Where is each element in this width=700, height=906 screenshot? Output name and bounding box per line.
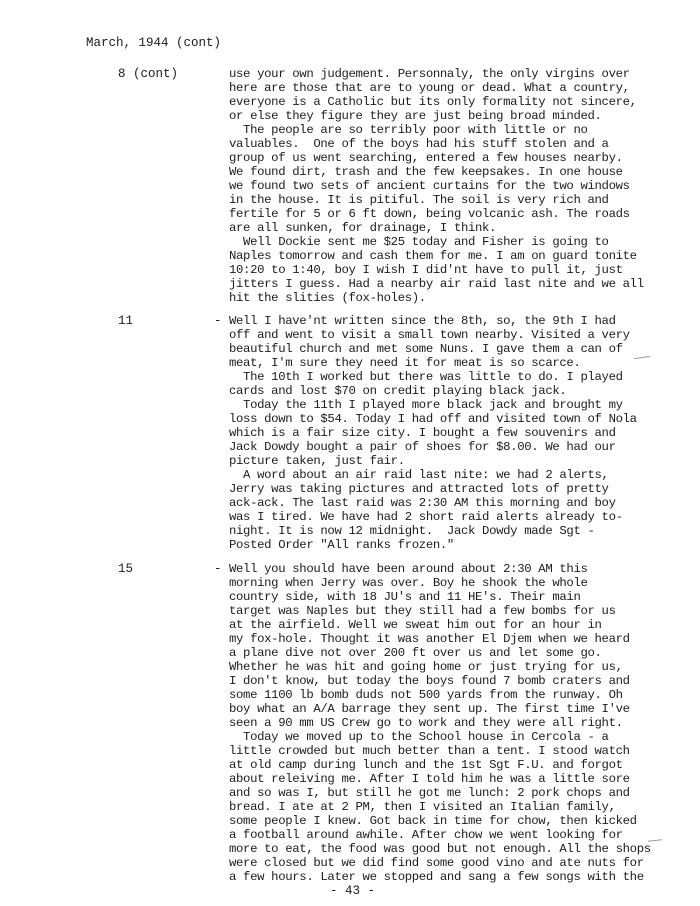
entry-dash: - — [214, 314, 222, 328]
text-line: Today we moved up to the School house in Cercola - a — [229, 730, 609, 744]
margin-pencil-mark — [648, 839, 662, 841]
text-line: a plane dive not over 200 ft over us and let some go. — [229, 646, 602, 660]
text-line: at the airfield. Well we sweat him out for an hour in — [229, 618, 602, 632]
text-line: was I tired. We have had 2 short raid alerts already to- — [229, 510, 623, 524]
text-line: Well I have'nt written since the 8th, so, the 9th I had — [229, 314, 616, 328]
text-line: my fox-hole. Thought it was another El Djem when we heard — [229, 632, 630, 646]
text-line: target was Naples but they still had a few bombs for us — [229, 604, 616, 618]
text-line: Well Dockie sent me $25 today and Fisher is going to — [229, 235, 609, 249]
text-line: Jack Dowdy bought a pair of shoes for $8.00. We had our — [229, 440, 616, 454]
text-line: group of us went searching, entered a few houses nearby. — [229, 151, 623, 165]
text-line: in the house. It is pitiful. The soil is very rich and — [229, 193, 609, 207]
text-line: We found dirt, trash and the few keepsakes. In one house — [229, 165, 623, 179]
text-line: night. It is now 12 midnight. Jack Dowdy made Sgt - — [229, 524, 595, 538]
text-line: valuables. One of the boys had his stuff stolen and a — [229, 137, 609, 151]
text-line: here are those that are to young or dead. What a country, — [229, 81, 630, 95]
entry-text — [229, 314, 637, 552]
text-line: which is a fair size city. I bought a few souvenirs and — [229, 426, 616, 440]
entry-dash: - — [214, 562, 222, 576]
text-line: a few hours. Later we stopped and sang a few songs with the — [229, 870, 644, 884]
text-line: The 10th I worked but there was little to do. I played — [229, 370, 623, 384]
text-line: at old camp during lunch and the 1st Sgt F.U. and forgot — [229, 758, 623, 772]
text-line: Whether he was hit and going home or just trying for us, — [229, 660, 623, 674]
text-line: cards and lost $70 on credit playing black jack. — [229, 384, 567, 398]
text-line: more to eat, the food was good but not enough. All the shops — [229, 842, 651, 856]
text-line: picture taken, just fair. — [229, 454, 405, 468]
text-line: use your own judgement. Personnaly, the only virgins over — [229, 67, 630, 81]
text-line: A word about an air raid last nite: we had 2 alerts, — [229, 468, 609, 482]
entry-text — [229, 562, 651, 884]
text-line: were closed but we did find some good vino and ate nuts for — [229, 856, 644, 870]
text-line: seen a 90 mm US Crew go to work and they were all right. — [229, 716, 623, 730]
text-line: Posted Order "All ranks frozen." — [229, 538, 454, 552]
text-line: Naples tomorrow and cash them for me. I am on guard tonite — [229, 249, 637, 263]
text-line: jitters I guess. Had a nearby air raid last nite and we all — [229, 277, 644, 291]
entry-date: 8 (cont) — [118, 67, 179, 81]
entry-date: 11 — [118, 314, 134, 328]
text-line: 10:20 to 1:40, boy I wish I did'nt have to pull it, just — [229, 263, 623, 277]
text-line: Jerry was taking pictures and attracted lots of pretty — [229, 482, 609, 496]
text-line: some people I knew. Got back in time for chow, then kicked — [229, 814, 637, 828]
page-number: - 43 - — [330, 884, 376, 898]
text-line: I don't know, but today the boys found 7 bomb craters and — [229, 674, 630, 688]
text-line: meat, I'm sure they need it for meat is so scarce. — [229, 356, 581, 370]
text-line: morning when Jerry was over. Boy he shook the whole — [229, 576, 588, 590]
text-line: loss down to $54. Today I had off and visited town of Nola — [229, 412, 637, 426]
text-line: everyone is a Catholic but its only formality not sincere, — [229, 95, 637, 109]
text-line: Today the 11th I played more black jack and brought my — [229, 398, 623, 412]
text-line: ack-ack. The last raid was 2:30 AM this morning and boy — [229, 496, 616, 510]
text-line: bread. I ate at 2 PM, then I visited an Italian family, — [229, 800, 616, 814]
text-line: about releiving me. After I told him he was a little sore — [229, 772, 630, 786]
text-line: we found two sets of ancient curtains for the two windows — [229, 179, 630, 193]
text-line: Well you should have been around about 2:30 AM this — [229, 562, 588, 576]
text-line: a football around awhile. After chow we went looking for — [229, 828, 623, 842]
text-line: country side, with 18 JU's and 11 HE's. Their main — [229, 590, 581, 604]
text-line: some 1100 lb bomb duds not 500 yards from the runway. Oh — [229, 688, 623, 702]
page-header-date: March, 1944 (cont) — [86, 36, 222, 50]
text-line: beautiful church and met some Nuns. I gave them a can of — [229, 342, 623, 356]
text-line: boy what an A/A barrage they sent up. The first time I've — [229, 702, 630, 716]
text-line: or else they figure they are just being broad minded. — [229, 109, 602, 123]
text-line: hit the slities (fox-holes). — [229, 291, 426, 305]
text-line: fertile for 5 or 6 ft down, being volcanic ash. The roads — [229, 207, 630, 221]
entry-text — [229, 67, 644, 305]
entry-date: 15 — [118, 562, 134, 576]
text-line: are all sunken, for drainage, I think. — [229, 221, 497, 235]
text-line: little crowded but much better than a tent. I stood watch — [229, 744, 630, 758]
text-line: and so was I, but still he got me lunch: 2 pork chops and — [229, 786, 630, 800]
text-line: The people are so terribly poor with little or no — [229, 123, 588, 137]
text-line: off and went to visit a small town nearby. Visited a very — [229, 328, 630, 342]
